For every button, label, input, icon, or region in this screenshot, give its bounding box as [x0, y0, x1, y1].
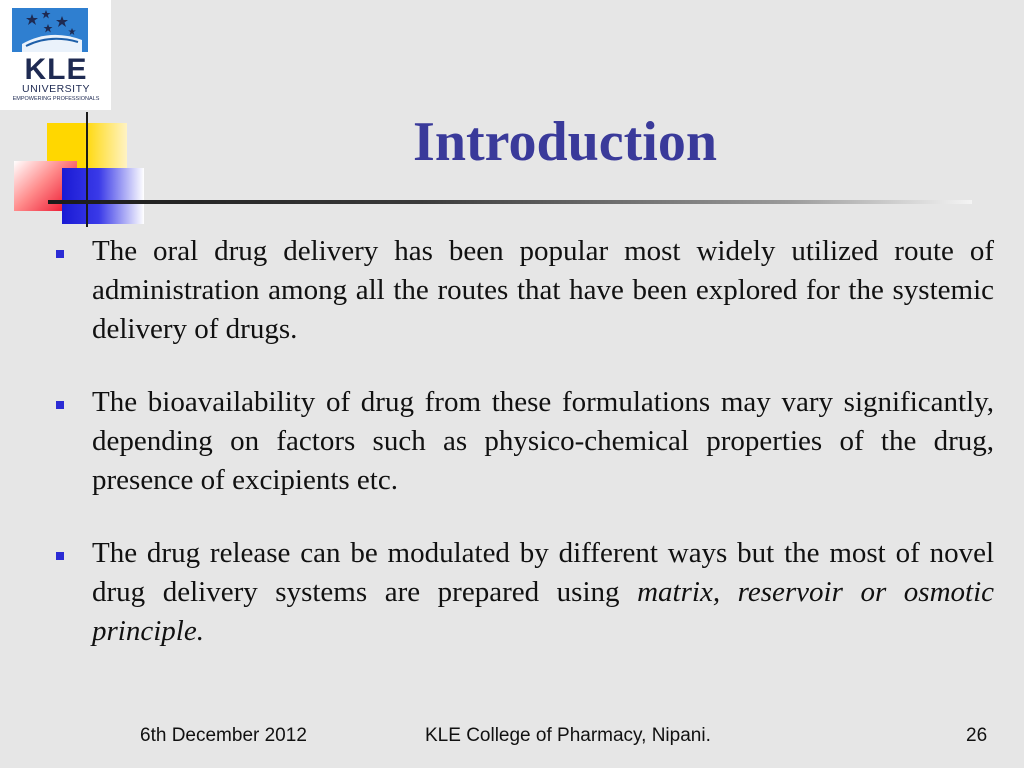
- title-underline: [48, 200, 972, 204]
- logo-name: KLE: [24, 53, 88, 86]
- footer-institution: KLE College of Pharmacy, Nipani.: [425, 725, 711, 746]
- logo-subtitle: UNIVERSITY: [21, 83, 90, 95]
- bullet-item: [52, 534, 994, 651]
- kle-university-logo: [0, 0, 111, 110]
- bullet-item: [52, 232, 994, 349]
- bullet-square-icon: [56, 401, 64, 409]
- bullet-item: [52, 383, 994, 500]
- decorative-vertical-line: [86, 112, 88, 227]
- decorative-blue-square: [62, 168, 144, 224]
- bullet-text-italic: matrix, reservoir or osmotic principle.: [92, 576, 995, 647]
- slide-title: Introduction: [413, 111, 717, 173]
- bullet-square-icon: [56, 250, 64, 258]
- footer-date: 6th December 2012: [140, 725, 307, 746]
- bullet-text: The oral drug delivery has been popular most widely utilized route of administration among all the routes that have been explored for the systemic delivery of drugs.: [92, 235, 994, 345]
- logo-tagline: EMPOWERING PROFESSIONALS: [12, 96, 100, 102]
- bullet-text: [92, 534, 994, 651]
- page-number: 26: [966, 725, 988, 746]
- bullet-text: The bioavailability of drug from these formulations may vary significantly, depending on factors such as physico-chemical properties of the drug, presence of excipients etc.: [92, 386, 994, 496]
- bullet-square-icon: [56, 552, 64, 560]
- logo-stars-icon: [12, 6, 88, 52]
- bullet-text-regular: The drug release can be modulated by different ways but the most of novel drug delivery systems are prepared using: [92, 537, 994, 608]
- bullet-list: [52, 232, 994, 685]
